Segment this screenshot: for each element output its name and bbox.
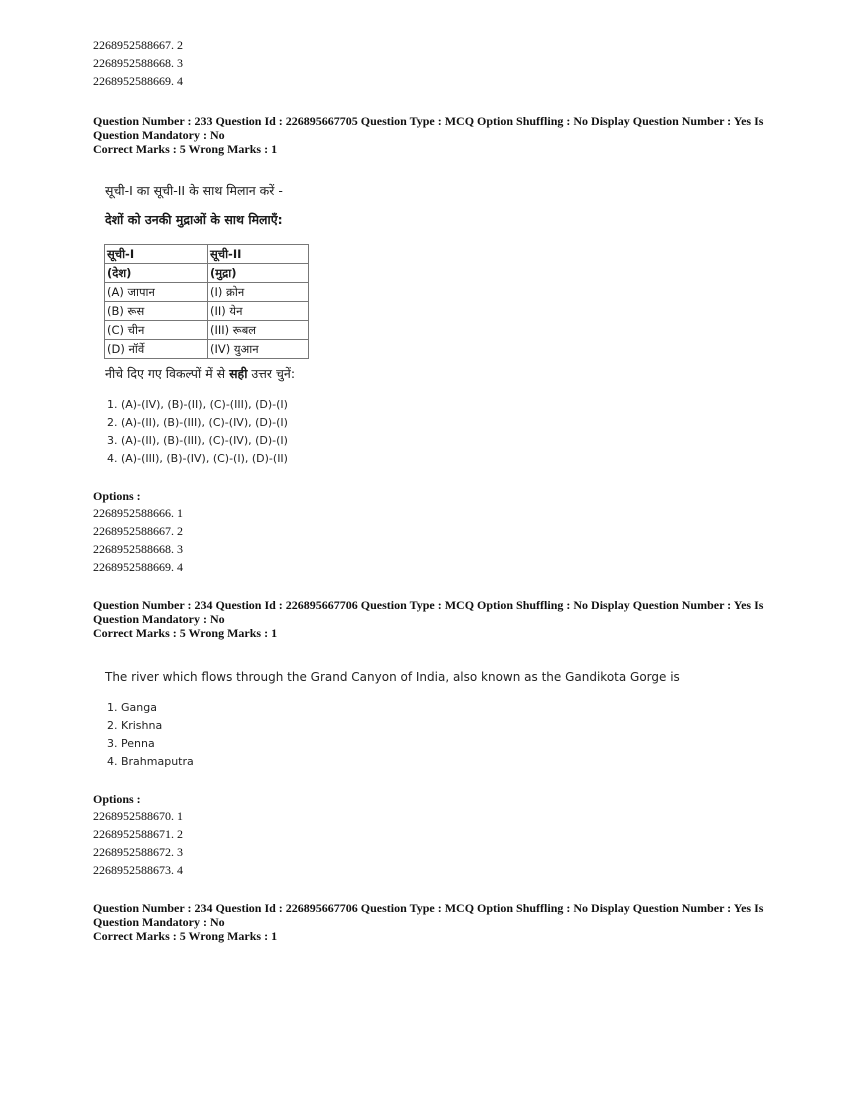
choose-suffix: उत्तर चुनें: bbox=[247, 366, 296, 381]
options-label: Options : bbox=[93, 489, 141, 503]
option-line: 2268952588669. 4 bbox=[93, 74, 183, 88]
marks-line: Correct Marks : 5 Wrong Marks : 1 bbox=[93, 929, 278, 943]
match-table bbox=[104, 244, 309, 359]
table-cell: (मुद्रा) bbox=[208, 264, 309, 283]
choose-instruction bbox=[105, 366, 295, 382]
question-header-line: Question Number : 233 Question Id : 226895667705 Question Type : MCQ Option Shuffling : No Display Question Number : Yes Is bbox=[93, 114, 764, 128]
answer-choice: 3. Penna bbox=[107, 737, 155, 750]
table-row bbox=[105, 283, 309, 302]
question-header bbox=[93, 598, 773, 640]
options-label: Options : bbox=[93, 792, 141, 806]
option-line: 2268952588670. 1 bbox=[93, 809, 183, 823]
table-cell: सूची-I bbox=[105, 245, 208, 264]
answer-choice: 1. Ganga bbox=[107, 701, 157, 714]
question-header-line: Question Mandatory : No bbox=[93, 612, 225, 626]
answer-choice: 1. (A)-(IV), (B)-(II), (C)-(III), (D)-(I) bbox=[107, 398, 288, 411]
question-header bbox=[93, 901, 773, 943]
choose-emphasis: सही bbox=[229, 366, 248, 381]
option-line: 2268952588667. 2 bbox=[93, 38, 183, 52]
answer-choice: 2. Krishna bbox=[107, 719, 163, 732]
question-instruction: सूची-I का सूची-II के साथ मिलान करें - bbox=[105, 183, 283, 198]
table-row bbox=[105, 340, 309, 359]
answer-choice: 3. (A)-(II), (B)-(III), (C)-(IV), (D)-(I) bbox=[107, 434, 288, 447]
answer-choice: 4. Brahmaputra bbox=[107, 755, 194, 768]
question-header-line: Question Number : 234 Question Id : 226895667706 Question Type : MCQ Option Shuffling : No Display Question Number : Yes Is bbox=[93, 901, 764, 915]
answer-choice: 4. (A)-(III), (B)-(IV), (C)-(I), (D)-(II) bbox=[107, 452, 288, 465]
table-cell: (D) नॉर्वे bbox=[105, 340, 208, 359]
table-cell: (II) येन bbox=[208, 302, 309, 321]
table-header-row bbox=[105, 245, 309, 264]
table-cell: (III) रूबल bbox=[208, 321, 309, 340]
table-cell: (I) क्रोन bbox=[208, 283, 309, 302]
table-cell: (A) जापान bbox=[105, 283, 208, 302]
table-cell: (B) रूस bbox=[105, 302, 208, 321]
table-cell: (देश) bbox=[105, 264, 208, 283]
question-subtitle: देशों को उनकी मुद्राओं के साथ मिलाएँ: bbox=[105, 212, 283, 227]
question-header-line: Question Number : 234 Question Id : 226895667706 Question Type : MCQ Option Shuffling : No Display Question Number : Yes Is bbox=[93, 598, 764, 612]
option-line: 2268952588666. 1 bbox=[93, 506, 183, 520]
table-cell: (IV) युआन bbox=[208, 340, 309, 359]
answer-choice: 2. (A)-(II), (B)-(III), (C)-(IV), (D)-(I) bbox=[107, 416, 288, 429]
table-row bbox=[105, 321, 309, 340]
option-line: 2268952588672. 3 bbox=[93, 845, 183, 859]
option-line: 2268952588669. 4 bbox=[93, 560, 183, 574]
question-header bbox=[93, 114, 773, 156]
option-line: 2268952588668. 3 bbox=[93, 56, 183, 70]
marks-line: Correct Marks : 5 Wrong Marks : 1 bbox=[93, 626, 278, 640]
table-cell: (C) चीन bbox=[105, 321, 208, 340]
question-text: The river which flows through the Grand Canyon of India, also known as the Gandikota Gorge is bbox=[105, 670, 680, 684]
option-line: 2268952588667. 2 bbox=[93, 524, 183, 538]
marks-line: Correct Marks : 5 Wrong Marks : 1 bbox=[93, 142, 278, 156]
table-row bbox=[105, 302, 309, 321]
option-line: 2268952588668. 3 bbox=[93, 542, 183, 556]
question-header-line: Question Mandatory : No bbox=[93, 128, 225, 142]
table-subheader-row bbox=[105, 264, 309, 283]
choose-prefix: नीचे दिए गए विकल्पों में से bbox=[105, 366, 230, 381]
question-header-line: Question Mandatory : No bbox=[93, 915, 225, 929]
option-line: 2268952588673. 4 bbox=[93, 863, 183, 877]
table-cell: सूची-II bbox=[208, 245, 309, 264]
option-line: 2268952588671. 2 bbox=[93, 827, 183, 841]
